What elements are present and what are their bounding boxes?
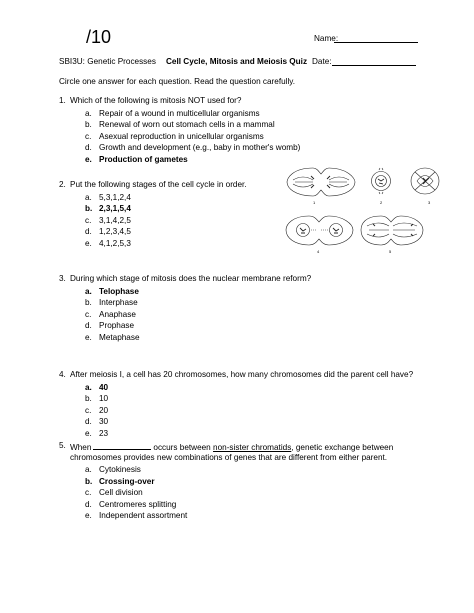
answer-option[interactable]: a. Cytokinesis <box>85 465 141 474</box>
question-3 <box>59 275 379 345</box>
answer-option[interactable]: e. Independent assortment <box>85 511 188 520</box>
cell-cycle-diagram <box>283 160 448 260</box>
question-text: When occurs between non-sister chromatids, genetic exchange between <box>70 443 394 452</box>
answer-option[interactable]: c. Cell division <box>85 488 143 497</box>
question-1 <box>59 97 359 167</box>
course-code: SBI3U: Genetic Processes <box>59 57 156 66</box>
answer-option-selected[interactable]: a. 40 <box>85 382 109 392</box>
answer-option-selected[interactable]: e. Production of gametes <box>85 154 188 164</box>
answer-option-selected[interactable]: a. Telophase <box>85 286 139 296</box>
question-number: 2. <box>59 180 66 189</box>
answer-option[interactable]: e. 4,1,2,5,3 <box>85 238 131 248</box>
question-text: During which stage of mitosis does the nuclear membrane reform? <box>70 274 312 283</box>
question-4 <box>59 371 429 441</box>
question-text-continued: chromosomes provides new combinations of genes that are different from either parent. <box>70 452 388 462</box>
diagram-label: 5 <box>389 249 392 254</box>
question-text: Put the following stages of the cell cycle in order. <box>70 180 247 189</box>
answer-option[interactable]: c. Asexual reproduction in unicellular organisms <box>85 131 264 141</box>
answer-option-selected[interactable]: b. Crossing-over <box>85 476 155 486</box>
answer-option[interactable]: b. Renewal of worn out stomach cells in a mammal <box>85 120 275 129</box>
answer-option[interactable]: d. Prophase <box>85 321 135 330</box>
cell-stage-5 <box>361 216 423 245</box>
score-field: /10 <box>86 27 112 47</box>
answer-option-selected[interactable]: b. 2,3,1,5,4 <box>85 204 131 213</box>
answer-option[interactable]: d. 30 <box>85 417 109 426</box>
answer-option[interactable]: d. 1,2,3,4,5 <box>85 227 131 236</box>
cell-stage-4 <box>286 216 353 245</box>
answer-option[interactable]: b. Interphase <box>85 298 138 307</box>
question-number: 1. <box>59 96 66 105</box>
date-blank-line <box>332 65 416 66</box>
question-number: 4. <box>59 370 66 379</box>
quiz-title: Cell Cycle, Mitosis and Meiosis Quiz <box>166 57 308 66</box>
answer-option[interactable]: d. Growth and development (e.g., baby in mother's womb) <box>85 143 301 152</box>
cell-stage-2 <box>372 168 391 194</box>
question-text: Which of the following is mitosis NOT used for? <box>70 96 242 105</box>
name-blank-line <box>334 42 418 43</box>
answer-option[interactable]: a. 5,3,1,2,4 <box>85 192 131 202</box>
answer-option[interactable]: c. 20 <box>85 405 109 415</box>
instructions: Circle one answer for each question. Read the question carefully. <box>59 77 296 86</box>
answer-option[interactable]: c. Anaphase <box>85 309 136 319</box>
answer-option[interactable]: b. 10 <box>85 394 109 403</box>
cell-stage-1 <box>287 168 355 196</box>
name-label: Name: <box>314 34 339 43</box>
diagram-label: 1 <box>313 200 316 205</box>
cell-stage-3 <box>411 168 439 194</box>
question-text: After meiosis I, a cell has 20 chromosomes, how many chromosomes did the parent cell have? <box>70 370 414 379</box>
date-label: Date: <box>312 57 332 66</box>
answer-option[interactable]: e. 23 <box>85 428 109 438</box>
answer-option[interactable]: d. Centromeres splitting <box>85 499 177 509</box>
question-number: 5. <box>59 441 66 450</box>
cell-stages-figure <box>283 160 448 260</box>
fill-in-blank[interactable] <box>93 442 151 450</box>
diagram-label: 4 <box>317 249 320 254</box>
answer-option[interactable]: a. Repair of a wound in multicellular organisms <box>85 108 260 118</box>
diagram-label: 2 <box>380 200 383 205</box>
question-5 <box>59 442 439 524</box>
question-2 <box>59 181 279 251</box>
question-number: 3. <box>59 274 66 283</box>
answer-option[interactable]: e. Metaphase <box>85 332 140 342</box>
answer-option[interactable]: c. 3,1,4,2,5 <box>85 215 131 225</box>
diagram-label: 3 <box>428 200 431 205</box>
